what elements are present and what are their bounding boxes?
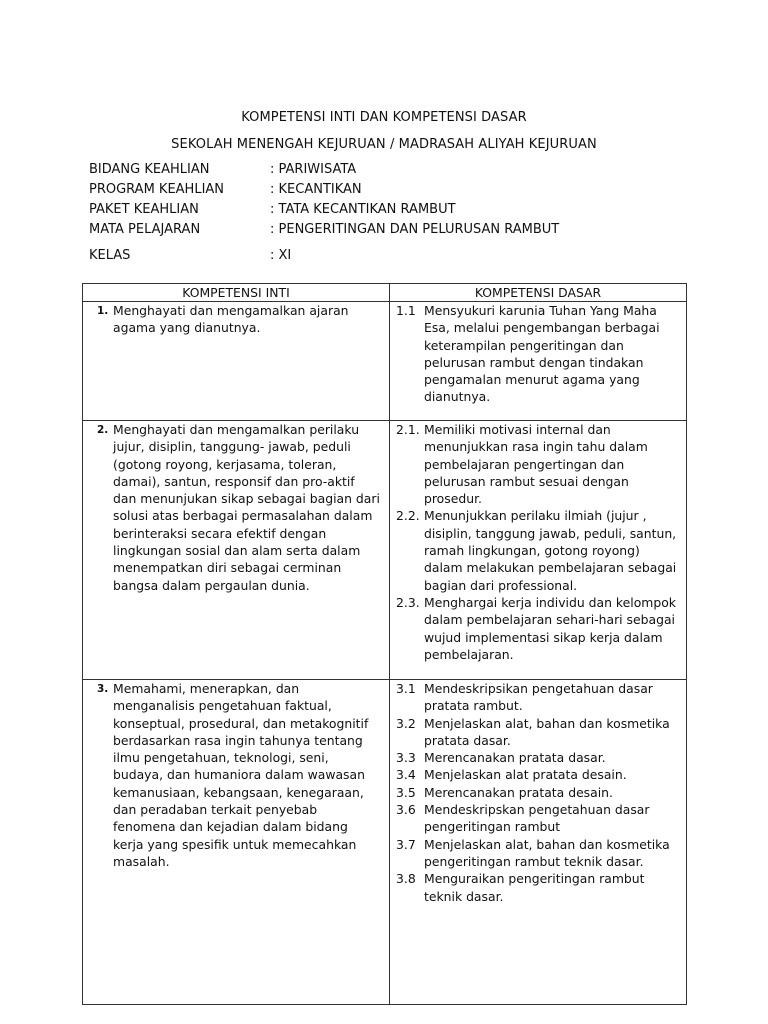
meta-value: : PENGERITINGAN DAN PELURUSAN RAMBUT [270, 222, 560, 237]
meta-value: : PARIWISATA [270, 162, 357, 177]
table-row [83, 421, 687, 680]
competency-table [82, 283, 687, 1005]
ki-number: 1. [97, 305, 109, 317]
kd-item [396, 870, 680, 905]
ki-text: Menghayati dan mengamalkan ajaran agama yang dianutnya. [113, 303, 349, 336]
kd-item [396, 784, 680, 801]
kd-item [396, 766, 680, 783]
table-row [83, 680, 687, 1005]
document-subtitle: SEKOLAH MENENGAH KEJURUAN / MADRASAH ALIYAH KEJURUAN [171, 137, 597, 152]
kd-cell [390, 421, 687, 680]
meta-value: : TATA KECANTIKAN RAMBUT [270, 202, 456, 217]
kd-item [396, 594, 680, 663]
kd-text: Mensyukuri karunia Tuhan Yang Maha Esa, melalui pengembangan berbagai keterampilan pengeritingan dan pelurusan rambut dengan tindakan pengamalan menurut agama yang dianutnya. [424, 303, 660, 405]
kd-text: Mendeskripskan pengetahuan dasar pengeritingan rambut [424, 802, 650, 835]
kd-number: 3.8 [396, 871, 416, 887]
kd-cell [390, 680, 687, 1005]
kd-item [396, 507, 680, 593]
ki-item [97, 680, 381, 870]
header-kompetensi-dasar: KOMPETENSI DASAR [390, 284, 687, 302]
meta-label: KELAS [89, 248, 131, 263]
document-title: KOMPETENSI INTI DAN KOMPETENSI DASAR [241, 110, 527, 125]
meta-label: PAKET KEAHLIAN [89, 202, 199, 217]
kd-number: 3.6 [396, 802, 416, 818]
kd-item [396, 801, 680, 836]
kd-item [396, 749, 680, 766]
kd-text: Menghargai kerja individu dan kelompok dalam pembelajaran sehari-hari sebagai wujud implementasi sikap kerja dalam pembelajaran. [424, 594, 676, 662]
meta-value: : XI [270, 248, 292, 263]
ki-cell [83, 302, 390, 421]
kd-number: 3.3 [396, 750, 416, 766]
kd-number: 2.2. [396, 508, 420, 524]
ki-item [97, 302, 381, 337]
kd-number: 2.1. [396, 422, 420, 437]
ki-text: Memahami, menerapkan, dan menganalisis pengetahuan faktual, konseptual, prosedural, dan metakognitif berdasarkan rasa ingin tahunya tentang ilmu pengetahuan, teknologi, seni, budaya, dan humaniora dalam wawasan kemanusiaan, kebangsaan, kenegaraan, dan peradaban terkait penyebab fenomena dan kejadian dalam bidang kerja yang spesifik untuk memecahkan masalah. [113, 681, 369, 869]
ki-text: Menghayati dan mengamalkan perilaku jujur, disiplin, tanggung- jawab, peduli (gotong royong, kerjasama, toleran, damai), santun, responsif dan pro-aktif dan menunjukan sikap sebagai bagian dari solusi atas berbagai permasalahan dalam berinteraksi secara efektif dengan lingkungan sosial dan alam serta dalam menempatkan diri sebagai cerminan bangsa dalam pergaulan dunia. [113, 422, 380, 593]
ki-cell [83, 421, 390, 680]
kd-item [396, 421, 680, 507]
kd-number: 3.1 [396, 681, 416, 696]
ki-number: 3. [97, 683, 109, 695]
meta-label: BIDANG KEAHLIAN [89, 162, 210, 177]
ki-cell [83, 680, 390, 1005]
kd-number: 2.3. [396, 594, 420, 610]
kd-number: 3.5 [396, 784, 416, 800]
ki-item [97, 421, 381, 594]
kd-text: Menguraikan pengeritingan rambut teknik dasar. [424, 871, 645, 904]
kd-number: 3.4 [396, 767, 416, 783]
kd-text: Menjelaskan alat, bahan dan kosmetika pratata dasar. [424, 715, 670, 748]
kd-item [396, 715, 680, 750]
meta-value: : KECANTIKAN [270, 182, 362, 197]
kd-text: Menunjukkan perilaku ilmiah (jujur , disiplin, tanggung jawab, peduli, santun, ramah lingkungan, gotong royong) dalam melakukan pembelajaran sebagai bagian dari professional. [424, 508, 677, 593]
meta-label: MATA PELAJARAN [89, 222, 201, 237]
kd-text: Memiliki motivasi internal dan menunjukkan rasa ingin tahu dalam pembelajaran pengertingan dan pelurusan rambut sesuai dengan prosedur. [424, 422, 648, 507]
header-kompetensi-inti: KOMPETENSI INTI [83, 284, 390, 302]
kd-text: Menjelaskan alat pratata desain. [424, 767, 627, 783]
kd-number: 3.2 [396, 715, 416, 731]
meta-label: PROGRAM KEAHLIAN [89, 182, 225, 197]
kd-number: 1.1 [396, 303, 416, 318]
kd-text: Merencanakan pratata desain. [424, 784, 613, 800]
kd-text: Mendeskripsikan pengetahuan dasar pratata rambut. [424, 681, 653, 714]
kd-item [396, 836, 680, 871]
kd-item [396, 302, 680, 406]
kd-text: Menjelaskan alat, bahan dan kosmetika pengeritingan rambut teknik dasar. [424, 836, 670, 869]
table-row [83, 302, 687, 421]
kd-cell [390, 302, 687, 421]
kd-number: 3.7 [396, 836, 416, 852]
ki-number: 2. [97, 424, 109, 436]
kd-text: Merencanakan pratata dasar. [424, 750, 606, 766]
table-header-row [83, 284, 687, 302]
kd-item [396, 680, 680, 715]
